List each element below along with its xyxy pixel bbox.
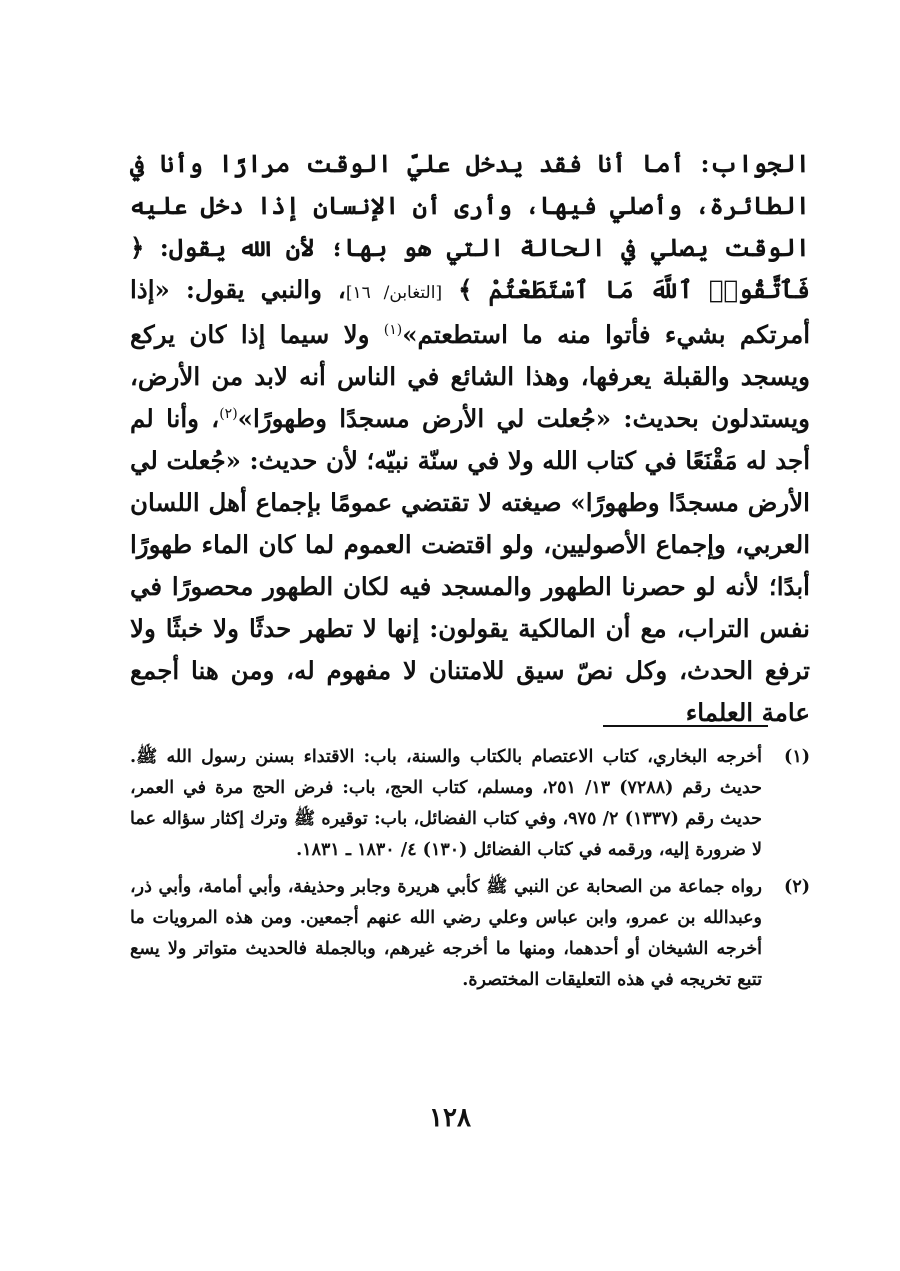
footnote-item [130,872,810,996]
answer-label: الجواب [709,149,810,178]
paragraph-part-2: ، والنبي يقول: «إذا أمرتكم بشيء فأتوا منه ما استطعتم» [130,275,810,349]
paragraph-part-4: ، وأنا لم أجد له مَقْنَعًا في كتاب الله ولا في سنّة نبيّه؛ لأن حديث: «جُعلت لي الأرض مسجدًا وطهورًا» صيغته لا تقتضي عمومًا بإجماع أهل اللسان العربي، وإجماع الأصوليين، ولو اقتضت العموم لما كان الماء طهورًا أبدًا؛ لأنه لو حصرنا الطهور والمسجد فيه لكان الطهور محصورًا في نفس التراب، مع أن المالكية يقولون: إنها لا تطهر حدثًا ولا خبثًا ولا ترفع الحدث، وكل نصّ سيق للامتنان لا مفهوم له، ومن هنا أجمع عامة العلماء [130,404,810,727]
paragraph-part-3: ولا سيما إذا كان يركع ويسجد والقبلة يعرفها، وهذا الشائع في الناس أنه لابد من الأرض، ويستدلون بحديث: «جُعلت لي الأرض مسجدًا وطهورًا» [130,320,810,433]
footnote-text: أخرجه البخاري، كتاب الاعتصام بالكتاب والسنة، باب: الاقتداء بسنن رسول الله ﷺ. حديث رقم (٧٢٨٨) ١٣/ ٢٥١، ومسلم، كتاب الحج، باب: فرض الحج مرة في العمر، حديث رقم (١٣٣٧) ٢/ ٩٧٥، وفي كتاب الفضائل، باب: توقيره ﷺ وترك إكثار سؤاله عما لا ضرورة إليه، ورقمه في كتاب الفضائل (١٣٠) ٤/ ١٨٣٠ ـ ١٨٣١. [130,747,762,860]
main-text-block [130,143,810,734]
quran-verse: ﴿ فَٱتَّقُوا۟ ٱللَّهَ مَا ٱسْتَطَعْتُمْ ﴾ [130,233,811,304]
footnote-marker-2[interactable]: (٢) [219,405,238,422]
footnote-marker-1[interactable]: (١) [383,321,403,338]
footnote-text: رواه جماعة من الصحابة عن النبي ﷺ كأبي هريرة وجابر وحذيفة، وأبي أمامة، وأبي ذر، وعبدالله بن عمرو، وابن عباس وعلي رضي الله عنهم أجمعين. ومن هذه المرويات ما أخرجه الشيخان أو أحدهما، ومنها ما أخرجه غيرهم، وبالجملة فالحديث متواتر ولا يسع تتبع تخريجه في هذه التعليقات المختصرة. [130,877,762,990]
footnote-separator [603,725,768,727]
footnote-item [130,742,810,866]
surah-reference: [التغابن/ ١٦] [345,283,443,303]
footnotes-section [130,742,810,1002]
page-number: ١٢٨ [429,1103,471,1133]
footnote-number: (٢) [784,877,810,897]
footnote-number: (١) [784,747,810,767]
paragraph-part-1: : أما أنا فقد يدخل عليّ الوقت مرارًا وأنا في الطائرة، وأصلي فيها، وأرى أن الإنسان إذا دخل عليه الوقت يصلي في الحالة التي هو بها؛ لأن الله يقول: [130,149,810,262]
